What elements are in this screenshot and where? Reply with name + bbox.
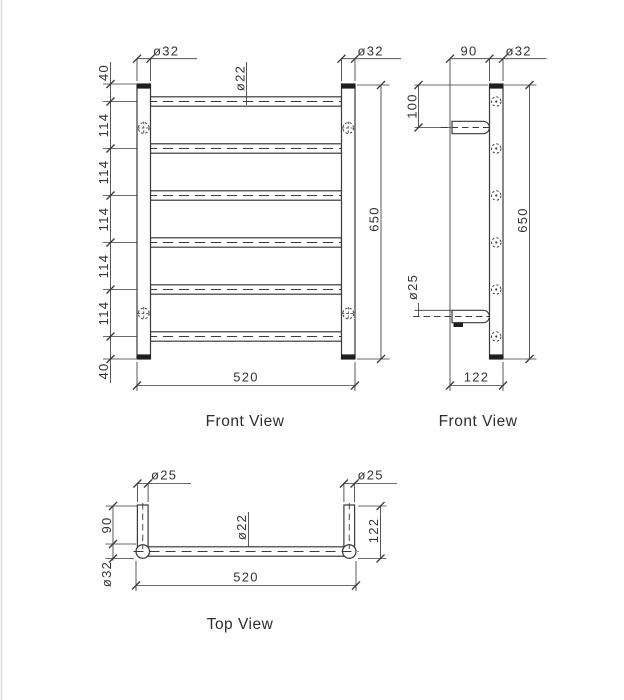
side-view xyxy=(404,44,546,431)
dim-top-arm-depth: 90 xyxy=(460,43,478,59)
top-view xyxy=(99,468,397,634)
dim-right-arm-diameter: ø25 xyxy=(357,467,384,483)
top-view-dim-bar-diameter xyxy=(234,512,249,547)
dim-spacing-1: 114 xyxy=(96,112,111,138)
dim-side-post-diameter: ø32 xyxy=(505,43,532,59)
dim-spacing-5: 114 xyxy=(96,300,111,326)
side-view-dim-arm-diameter xyxy=(405,274,452,317)
dim-bottom-arm-depth: 122 xyxy=(463,369,490,385)
front-view-dim-height xyxy=(357,81,390,363)
front-view-dim-post-diameters xyxy=(133,44,401,82)
dim-overall-height: 650 xyxy=(366,206,382,232)
front-view-dim-width xyxy=(133,362,359,391)
dim-top-arm-drop: 100 xyxy=(404,93,420,119)
front-view-title: Front View xyxy=(205,413,285,430)
top-view-dim-left-chain xyxy=(99,502,137,587)
front-view xyxy=(96,44,401,431)
side-view-dim-height xyxy=(504,81,537,363)
dim-overall-width: 520 xyxy=(233,369,259,385)
dim-left-arm-diameter: ø25 xyxy=(151,467,178,483)
dim-left-depth: 90 xyxy=(98,516,114,534)
dim-rung-diameter: ø22 xyxy=(232,64,248,92)
side-view-dim-depth xyxy=(446,362,507,391)
dim-spacing-2: 114 xyxy=(96,159,111,185)
dim-post-diameter-left: ø32 xyxy=(153,43,180,59)
top-view-dim-width xyxy=(132,561,360,591)
top-view-dim-right-depth xyxy=(358,502,387,563)
dim-top-bar-diameter: ø22 xyxy=(234,513,249,541)
dim-spacing-3: 114 xyxy=(96,206,111,232)
top-view-title: Top View xyxy=(206,616,274,633)
side-view-post xyxy=(489,84,503,360)
dim-top-offset: 40 xyxy=(96,63,111,82)
side-view-title: Front View xyxy=(438,413,518,430)
dim-top-post-diameter: ø32 xyxy=(98,560,114,588)
dim-post-diameter-right: ø32 xyxy=(357,43,384,59)
dim-right-depth: 122 xyxy=(366,517,381,544)
dim-bottom-arm-diameter: ø25 xyxy=(405,273,420,301)
front-view-rungs xyxy=(147,97,345,341)
side-view-bottom-arm xyxy=(452,310,489,327)
side-view-valve-nub xyxy=(454,323,464,328)
front-view-dim-chain-left xyxy=(96,62,137,383)
dim-bottom-offset: 40 xyxy=(96,362,111,380)
dim-top-overall-width: 520 xyxy=(233,569,259,585)
dim-spacing-4: 114 xyxy=(96,253,111,279)
dim-side-overall-height: 650 xyxy=(515,207,530,233)
top-view-dim-right-arm-diameter xyxy=(340,468,397,503)
top-view-dim-left-arm-diameter xyxy=(133,468,191,503)
